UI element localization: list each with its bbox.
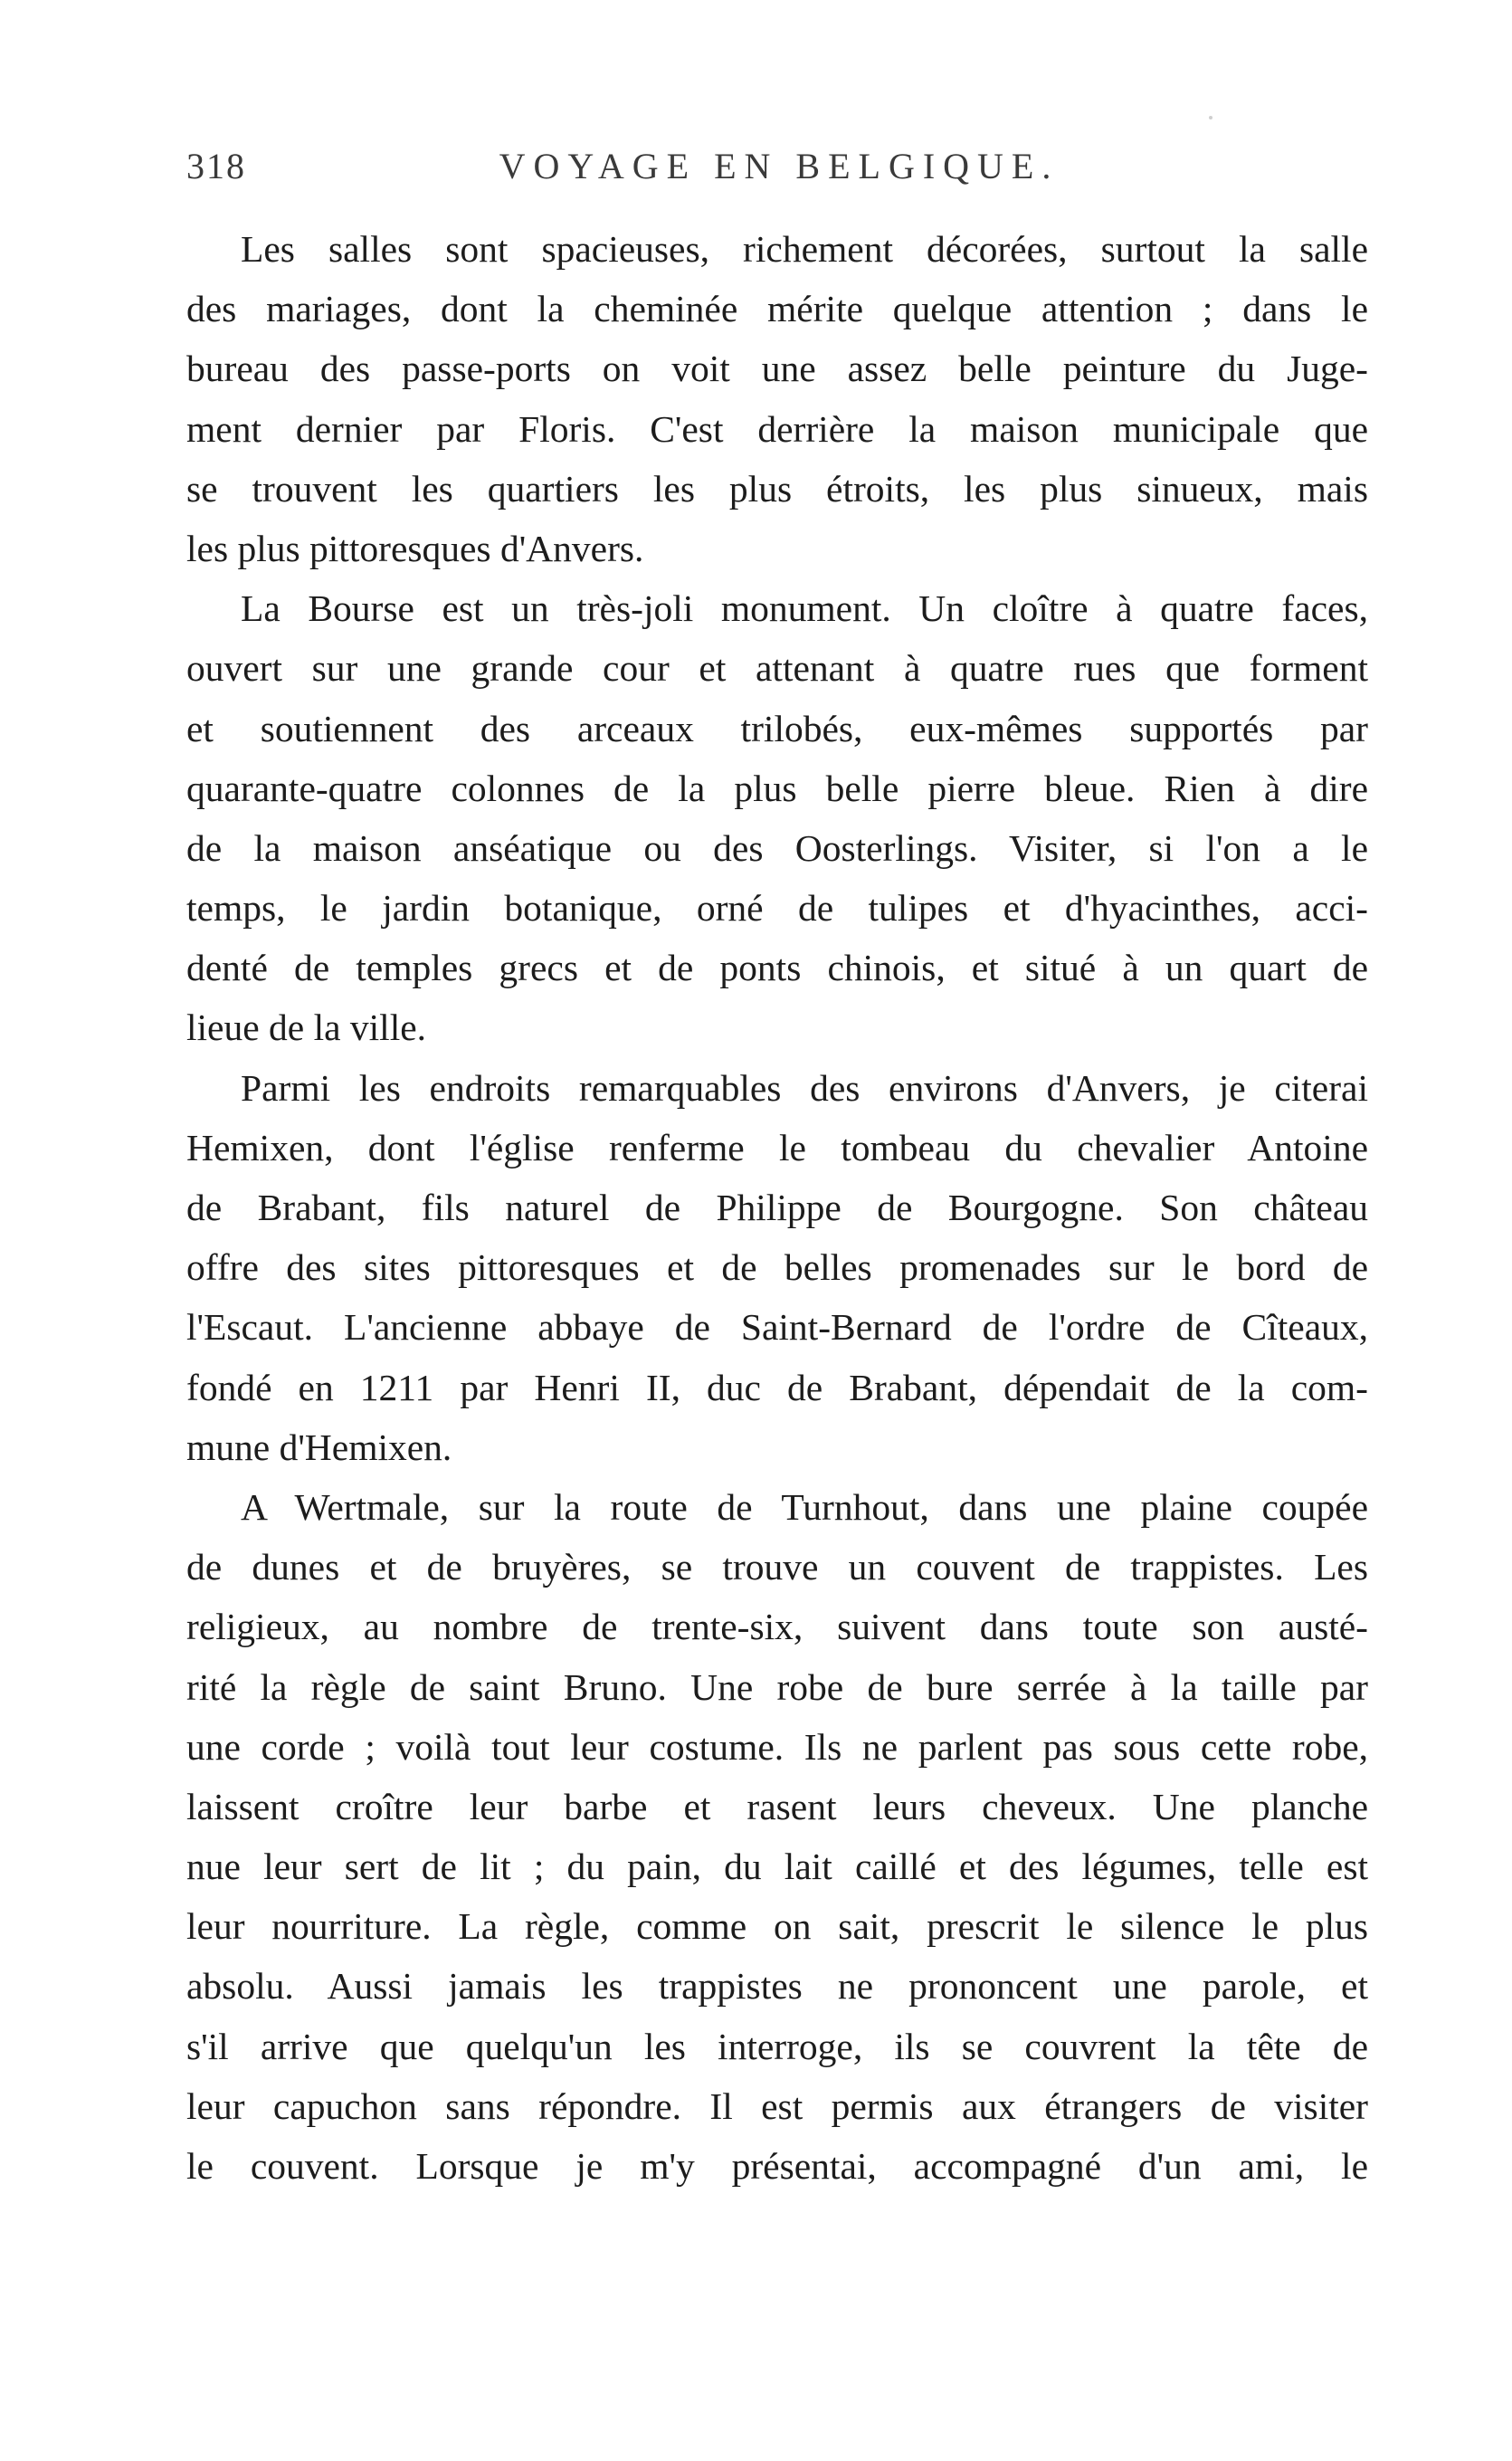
text-line: rité la règle de saint Bruno. Une robe de bure serrée à la taille par — [186, 1665, 1368, 1708]
text-line: quarante-quatre colonnes de la plus belle pierre bleue. Rien à dire — [186, 767, 1368, 809]
text-line: de dunes et de bruyères, se trouve un couvent de trappistes. Les — [186, 1546, 1368, 1588]
text-line: Parmi les endroits remarquables des environs d'Anvers, je citerai — [241, 1066, 1368, 1109]
text-line: leur capuchon sans répondre. Il est permis aux étrangers de visiter — [186, 2084, 1368, 2127]
paragraph-2 — [186, 578, 1368, 1058]
paper-speck — [1209, 116, 1212, 119]
paragraph-1 — [186, 219, 1368, 578]
text-line: Hemixen, dont l'église renferme le tombeau du chevalier Antoine — [186, 1126, 1368, 1168]
text-line: laissent croître leur barbe et rasent leurs cheveux. Une planche — [186, 1785, 1368, 1827]
text-line: se trouvent les quartiers les plus étroits, les plus sinueux, mais — [186, 467, 1368, 510]
text-line: lieue de la ville. — [186, 1006, 427, 1049]
text-line: l'Escaut. L'ancienne abbaye de Saint-Bernard de l'ordre de Cîteaux, — [186, 1306, 1368, 1349]
text-line: nue leur sert de lit ; du pain, du lait caillé et des légumes, telle est — [186, 1846, 1368, 1888]
text-line: temps, le jardin botanique, orné de tulipes et d'hyacinthes, acci- — [186, 887, 1368, 930]
text-line: leur nourriture. La règle, comme on sait, prescrit le silence le plus — [186, 1905, 1368, 1948]
text-line: offre des sites pittoresques et de belles promenades sur le bord de — [186, 1246, 1368, 1289]
body-text — [186, 219, 1368, 2196]
text-line: ment dernier par Floris. C'est derrière la maison municipale que — [186, 407, 1368, 450]
text-line: mune d'Hemixen. — [186, 1426, 452, 1468]
running-title: VOYAGE EN BELGIQUE. — [499, 146, 1060, 186]
text-line: religieux, au nombre de trente-six, suivent dans toute son austé- — [186, 1606, 1368, 1648]
text-line: une corde ; voilà tout leur costume. Ils ne parlent pas sous cette robe, — [186, 1725, 1368, 1768]
text-line: de Brabant, fils naturel de Philippe de Bourgogne. Son château — [186, 1187, 1368, 1228]
text-line: et soutiennent des arceaux trilobés, eux-mêmes supportés par — [186, 707, 1368, 749]
text-line: le couvent. Lorsque je m'y présentai, accompagné d'un ami, le — [186, 2145, 1368, 2187]
text-line: des mariages, dont la cheminée mérite quelque attention ; dans le — [186, 288, 1368, 330]
text-line: s'il arrive que quelqu'un les interroge, ils se couvrent la tête de — [186, 2025, 1368, 2067]
text-line: bureau des passe-ports on voit une assez belle peinture du Juge- — [186, 348, 1368, 390]
text-line: A Wertmale, sur la route de Turnhout, dans une plaine coupée — [241, 1485, 1368, 1528]
text-line: fondé en 1211 par Henri II, duc de Brabant, dépendait de la com- — [186, 1366, 1368, 1408]
page-header — [186, 145, 1372, 208]
text-line: les plus pittoresques d'Anvers. — [186, 527, 644, 569]
paragraph-4 — [186, 1477, 1368, 2196]
text-line: La Bourse est un très-joli monument. Un cloître à quatre faces, — [241, 587, 1368, 630]
text-line: denté de temples grecs et de ponts chinois, et situé à un quart de — [186, 947, 1368, 989]
page-number: 318 — [186, 146, 246, 186]
text-line: Les salles sont spacieuses, richement décorées, surtout la salle — [241, 228, 1368, 270]
text-line: de la maison anséatique ou des Oosterlings. Visiter, si l'on a le — [186, 826, 1368, 869]
paragraph-3 — [186, 1058, 1368, 1477]
text-line: ouvert sur une grande cour et attenant à quatre rues que forment — [186, 647, 1368, 690]
text-line: absolu. Aussi jamais les trappistes ne prononcent une parole, et — [186, 1965, 1368, 2008]
